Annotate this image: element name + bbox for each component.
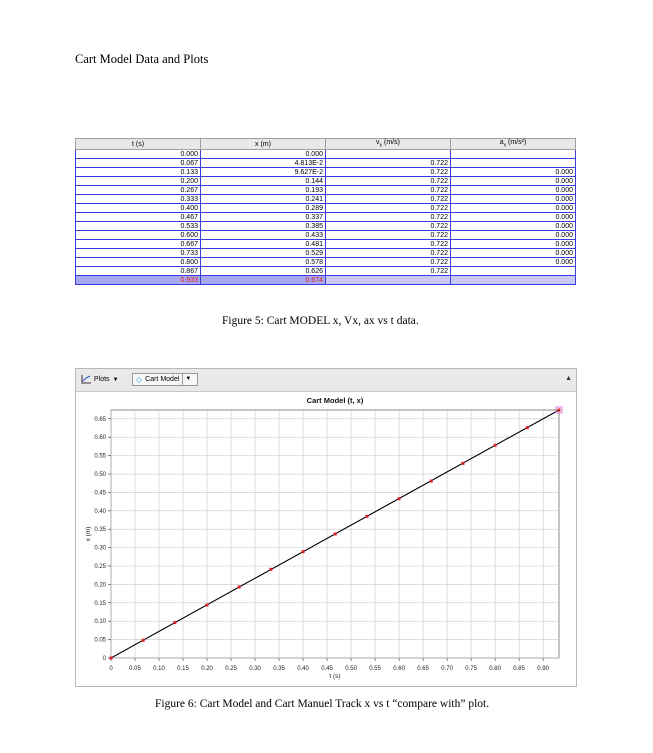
table-cell[interactable]: 0.000 (451, 168, 576, 177)
y-axis-label: x (m) (85, 526, 92, 542)
table-cell[interactable]: 0.000 (451, 213, 576, 222)
table-cell[interactable]: 0.722 (326, 204, 451, 213)
table-cell[interactable]: 0.289 (201, 204, 326, 213)
y-tick-label: 0.15 (94, 600, 106, 607)
x-tick-label: 0.35 (273, 666, 285, 672)
table-cell[interactable] (326, 150, 451, 159)
x-tick-label: 0.05 (129, 666, 141, 672)
x-tick-label: 0.65 (417, 666, 429, 672)
y-tick-label: 0.40 (94, 508, 106, 515)
chevron-down-icon[interactable]: ▼ (182, 374, 193, 385)
column-header-ax[interactable]: $a_x$ (m/s²) (451, 139, 576, 150)
column-header-x[interactable]: x (m) (201, 139, 326, 150)
table-row[interactable] (76, 240, 576, 249)
data-point (238, 585, 241, 588)
table-cell[interactable] (451, 267, 576, 276)
x-tick-label: 0.40 (297, 666, 309, 672)
table-cell[interactable]: 0.800 (76, 258, 201, 267)
chevron-down-icon: ▼ (112, 376, 119, 383)
table-cell[interactable]: 0.000 (451, 177, 576, 186)
table-row[interactable] (76, 204, 576, 213)
x-tick-label: 0.25 (225, 666, 237, 672)
table-cell[interactable]: 0.000 (201, 150, 326, 159)
x-tick-label: 0.20 (201, 666, 213, 672)
table-row[interactable] (76, 222, 576, 231)
table-cell[interactable]: 0.533 (76, 222, 201, 231)
table-row[interactable] (76, 195, 576, 204)
table-cell[interactable]: 0.333 (76, 195, 201, 204)
y-tick-label: 0.55 (94, 453, 106, 460)
plot-panel (75, 368, 577, 687)
table-cell[interactable]: 0.578 (201, 258, 326, 267)
table-cell[interactable]: 0.722 (326, 267, 451, 276)
model-label: Cart Model (145, 376, 180, 383)
table-row[interactable] (76, 177, 576, 186)
y-tick-label: 0 (102, 656, 106, 662)
x-tick-label: 0.90 (537, 666, 549, 672)
chart-title: Cart Model (t, x) (306, 396, 364, 405)
x-tick-label: 0 (109, 666, 113, 672)
data-point (526, 426, 529, 429)
data-point (269, 568, 272, 571)
y-tick-label: 0.25 (94, 564, 106, 571)
table-cell[interactable]: 0.722 (326, 213, 451, 222)
plot-toolbar (76, 369, 576, 392)
column-header-vx[interactable]: $v_x$ (m/s) (326, 139, 451, 150)
table-cell[interactable]: 0.722 (326, 258, 451, 267)
x-axis-label: t (s) (329, 673, 341, 680)
x-tick-label: 0.30 (249, 666, 261, 672)
figure-6-caption: Figure 6: Cart Model and Cart Manuel Track x vs t “compare with” plot. (155, 698, 490, 710)
table-row[interactable] (76, 267, 576, 276)
column-header-t[interactable]: t (s) (76, 139, 201, 150)
data-point (461, 462, 464, 465)
table-row[interactable] (76, 276, 576, 285)
table-cell[interactable]: 0.000 (451, 186, 576, 195)
data-point (302, 550, 305, 553)
table-cell[interactable]: 0.667 (76, 240, 201, 249)
y-tick-label: 0.35 (94, 527, 106, 534)
table-cell[interactable]: 0.626 (201, 267, 326, 276)
data-point (142, 639, 145, 642)
table-cell[interactable]: 0.000 (451, 249, 576, 258)
data-point (365, 515, 368, 518)
table-cell[interactable]: 0.722 (326, 168, 451, 177)
data-table-container (75, 138, 575, 285)
table-cell[interactable]: 0.733 (76, 249, 201, 258)
y-tick-label: 0.30 (94, 545, 106, 552)
y-tick-label: 0.05 (94, 637, 106, 644)
x-tick-label: 0.15 (177, 666, 189, 672)
x-tick-label: 0.45 (321, 666, 333, 672)
x-tick-label: 0.70 (441, 666, 453, 672)
table-cell[interactable]: 0.722 (326, 249, 451, 258)
table-row[interactable] (76, 168, 576, 177)
y-tick-label: 0.50 (94, 472, 106, 479)
table-cell[interactable]: 4.813E-2 (201, 159, 326, 168)
y-tick-label: 0.65 (94, 416, 106, 423)
y-tick-label: 0.10 (94, 619, 106, 626)
data-point (110, 657, 113, 660)
table-cell[interactable]: 0.000 (451, 195, 576, 204)
data-point (558, 409, 561, 412)
table-cell[interactable] (451, 150, 576, 159)
table-cell[interactable]: 0.144 (201, 177, 326, 186)
table-cell[interactable]: 0.933 (76, 276, 201, 285)
table-cell[interactable]: 0.000 (76, 150, 201, 159)
table-row[interactable] (76, 231, 576, 240)
x-tick-label: 0.75 (465, 666, 477, 672)
chart-area (76, 392, 576, 686)
x-tick-label: 0.85 (513, 666, 525, 672)
x-tick-label: 0.55 (369, 666, 381, 672)
table-cell[interactable]: 0.000 (451, 222, 576, 231)
plot-icon (81, 375, 91, 384)
table-cell[interactable]: 0.000 (451, 204, 576, 213)
y-tick-label: 0.20 (94, 582, 106, 589)
table-cell[interactable]: 0.722 (326, 177, 451, 186)
x-tick-label: 0.10 (153, 666, 165, 672)
table-row[interactable] (76, 159, 576, 168)
model-selector-dropdown[interactable] (132, 373, 198, 386)
table-row[interactable] (76, 213, 576, 222)
table-cell[interactable]: 0.467 (76, 213, 201, 222)
figure-5-caption: Figure 5: Cart MODEL x, Vx, ax vs t data. (222, 315, 419, 327)
table-cell[interactable]: 0.067 (76, 159, 201, 168)
table-header-row (76, 139, 576, 150)
x-tick-label: 0.80 (489, 666, 501, 672)
table-cell[interactable]: 0.722 (326, 222, 451, 231)
table-cell[interactable]: 9.627E-2 (201, 168, 326, 177)
table-cell[interactable]: 0.241 (201, 195, 326, 204)
table-row[interactable] (76, 249, 576, 258)
x-tick-label: 0.60 (393, 666, 405, 672)
table-cell[interactable]: 0.529 (201, 249, 326, 258)
collapse-icon[interactable]: ▲ (565, 375, 572, 382)
y-tick-label: 0.60 (94, 435, 106, 442)
table-cell[interactable]: 0.385 (201, 222, 326, 231)
table-cell[interactable] (326, 276, 451, 285)
table-cell[interactable]: 0.600 (76, 231, 201, 240)
data-point (430, 480, 433, 483)
plots-label: Plots (94, 376, 110, 383)
table-cell[interactable]: 0.000 (451, 258, 576, 267)
table-cell[interactable] (451, 159, 576, 168)
table-cell[interactable]: 0.674 (201, 276, 326, 285)
data-point (398, 497, 401, 500)
diamond-icon: ◇ (136, 375, 143, 384)
table-row[interactable] (76, 258, 576, 267)
table-cell[interactable]: 0.267 (76, 186, 201, 195)
table-cell[interactable]: 0.481 (201, 240, 326, 249)
data-table (75, 138, 576, 285)
table-cell[interactable]: 0.193 (201, 186, 326, 195)
y-tick-label: 0.45 (94, 490, 106, 497)
table-cell[interactable]: 0.000 (451, 231, 576, 240)
table-cell[interactable]: 0.722 (326, 240, 451, 249)
data-point (206, 604, 209, 607)
table-cell[interactable]: 0.200 (76, 177, 201, 186)
table-cell[interactable]: 0.722 (326, 231, 451, 240)
page-heading: Cart Model Data and Plots (75, 52, 209, 66)
table-row[interactable] (76, 150, 576, 159)
table-cell[interactable]: 0.722 (326, 159, 451, 168)
data-point (173, 621, 176, 624)
table-cell[interactable]: 0.722 (326, 195, 451, 204)
table-cell[interactable]: 0.400 (76, 204, 201, 213)
chart-svg (76, 392, 576, 686)
plots-menu-button[interactable] (78, 373, 128, 386)
x-tick-label: 0.50 (345, 666, 357, 672)
table-cell[interactable]: 0.722 (326, 186, 451, 195)
data-point (334, 533, 337, 536)
table-cell[interactable]: 0.000 (451, 240, 576, 249)
table-row[interactable] (76, 186, 576, 195)
table-cell[interactable]: 0.867 (76, 267, 201, 276)
table-cell[interactable]: 0.433 (201, 231, 326, 240)
table-cell[interactable] (451, 276, 576, 285)
table-cell[interactable]: 0.133 (76, 168, 201, 177)
data-point (494, 444, 497, 447)
table-cell[interactable]: 0.337 (201, 213, 326, 222)
